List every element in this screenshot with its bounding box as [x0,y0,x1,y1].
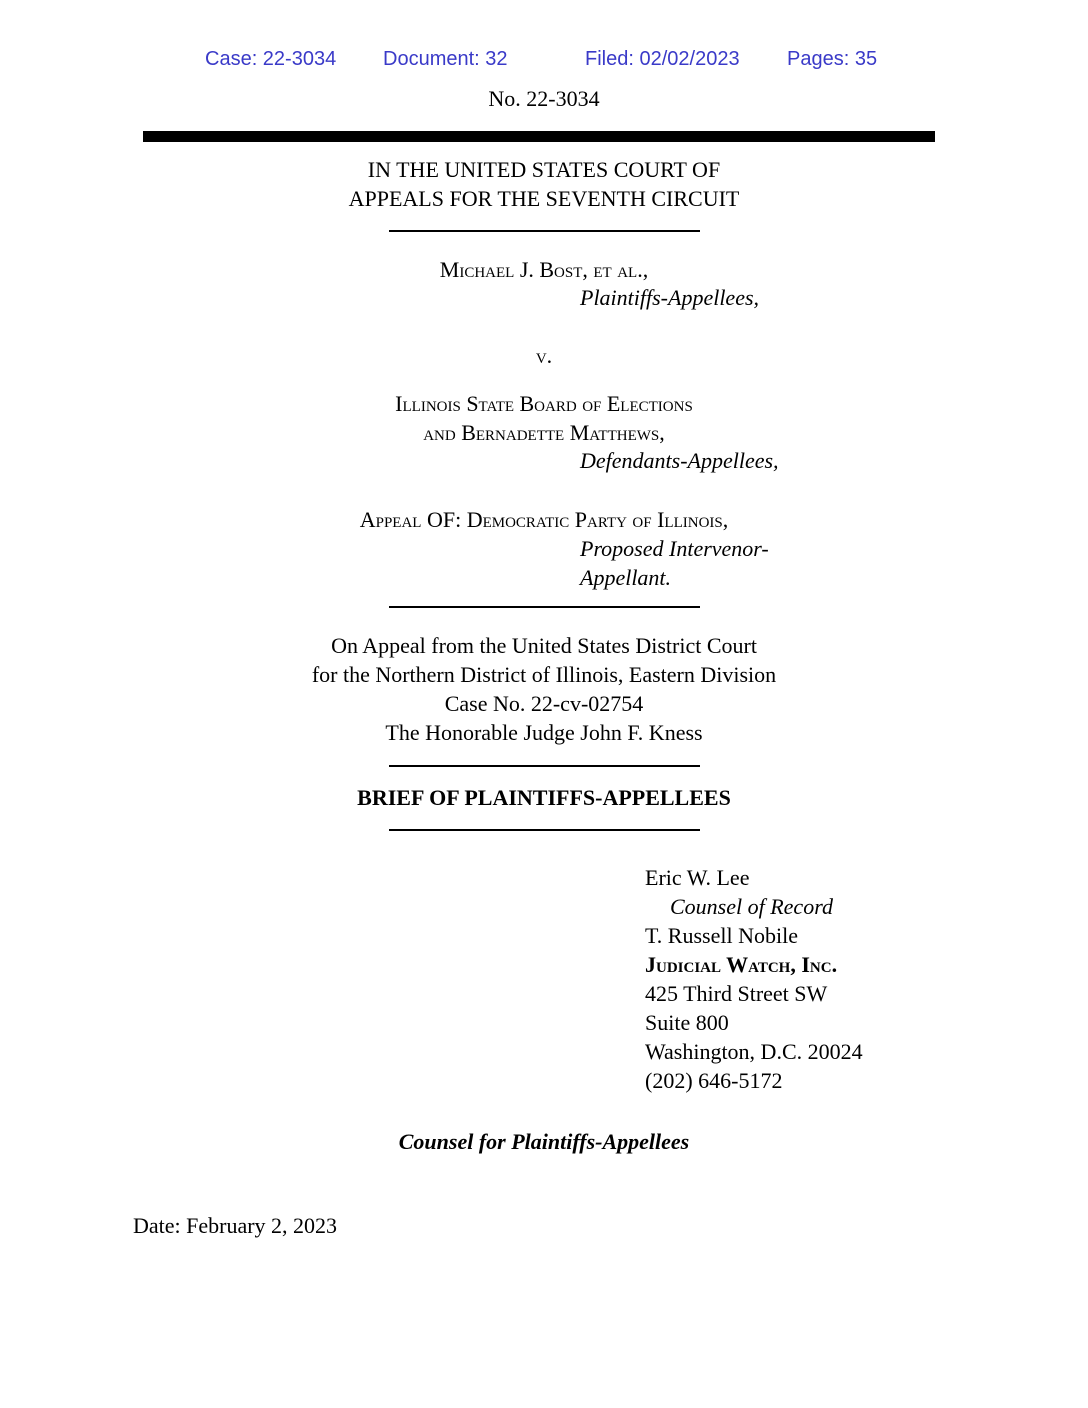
versus-marker: v. [535,343,553,368]
counsel-name: Eric W. Lee [645,865,750,890]
counsel-block [645,863,863,1095]
ecf-header-stamp [0,48,1088,74]
counsel-address-line-3: Washington, D.C. 20024 [645,1039,863,1064]
counsel-organization: Judicial Watch, Inc. [645,952,838,977]
counsel-of-record-label: Counsel of Record [670,894,833,919]
section-rule-1 [389,230,700,232]
stamp-document-number: Document: 32 [383,48,508,70]
appeal-origin-line-3: Case No. 22-cv-02754 [444,691,644,716]
stamp-case-number: Case: 22-3034 [205,48,337,70]
counsel-second-name: T. Russell Nobile [645,923,798,948]
date-line: Date: February 2, 2023 [133,1213,338,1238]
court-title-line-2: APPEALS FOR THE SEVENTH CIRCUIT [348,186,740,211]
appeal-origin-line-2: for the Northern District of Illinois, Eastern Division [311,662,777,687]
plaintiff-designation: Plaintiffs-Appellees, [580,285,760,310]
plaintiff-name: Michael J. Bost, et al., [439,257,649,282]
brief-title: BRIEF OF PLAINTIFFS-APPELLEES [357,785,731,810]
intervenor-designation [580,534,769,592]
stamp-filed-date: Filed: 02/02/2023 [585,48,740,70]
counsel-phone: (202) 646-5172 [645,1068,783,1093]
appeal-of-line: Appeal OF: Democratic Party of Illinois, [359,507,729,532]
court-title [0,155,1088,213]
defendant-name-line-1: Illinois State Board of Elections [395,391,693,416]
intervenor-designation-line-2: Appellant. [580,565,672,590]
counsel-address-line-1: 425 Third Street SW [645,981,828,1006]
appeal-origin-line-4: The Honorable Judge John F. Kness [385,720,703,745]
stamp-page-count: Pages: 35 [787,48,878,70]
intervenor-designation-line-1: Proposed Intervenor- [580,536,769,561]
counsel-address-line-2: Suite 800 [645,1010,729,1035]
defendant-name [0,389,1088,447]
counsel-for-line: Counsel for Plaintiffs-Appellees [398,1129,690,1154]
appeal-origin [0,631,1088,747]
section-rule-2 [389,606,700,608]
docket-number: No. 22-3034 [488,86,600,111]
section-rule-4 [389,829,700,831]
appeal-origin-line-1: On Appeal from the United States District Court [331,633,757,658]
separator-bar [143,131,935,142]
defendant-designation: Defendants-Appellees, [580,448,779,473]
section-rule-3 [389,765,700,767]
court-title-line-1: IN THE UNITED STATES COURT OF [367,157,721,182]
defendant-name-line-2: and Bernadette Matthews, [423,420,665,445]
